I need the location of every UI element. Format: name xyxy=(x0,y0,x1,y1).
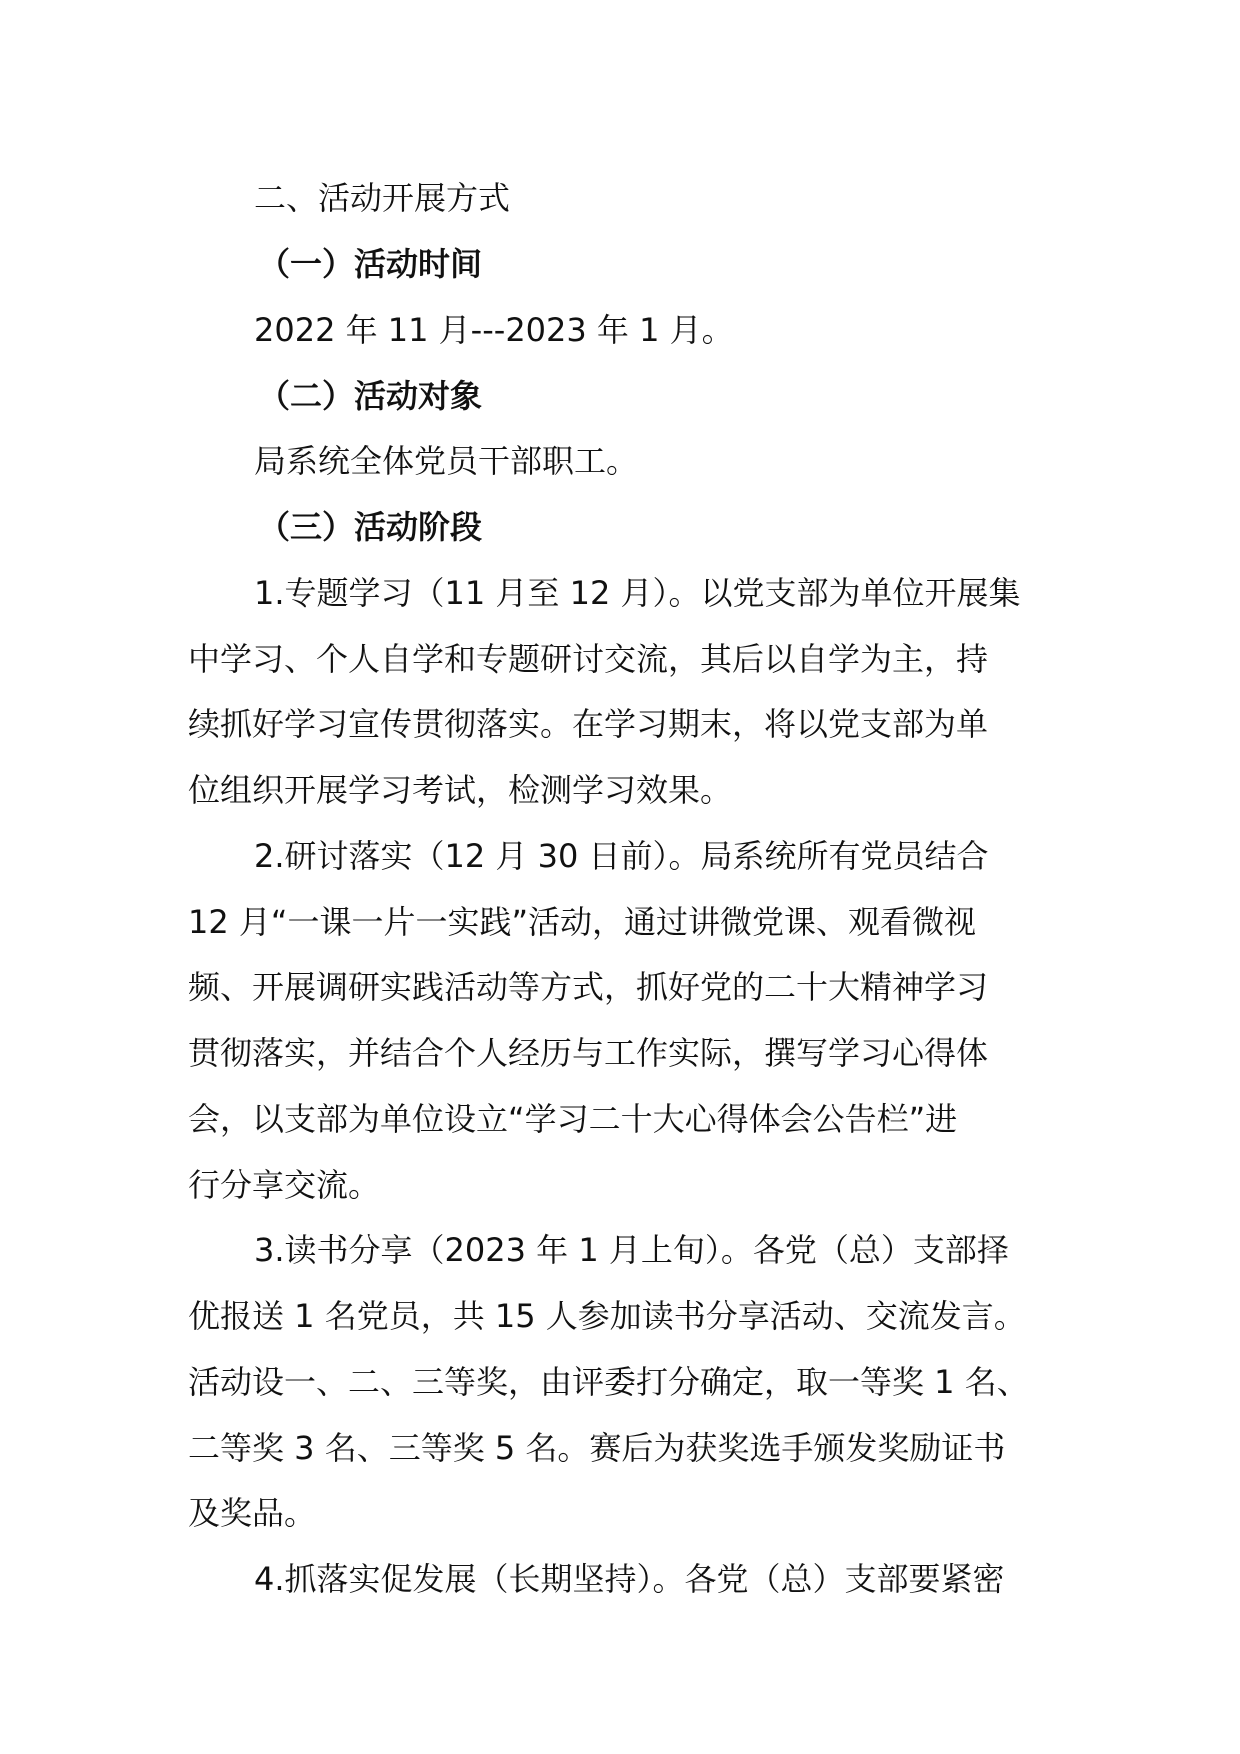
stage2-line: 12 月“一课一片一实践”活动，通过讲微党课、观看微视 xyxy=(188,903,977,941)
section-title: 二、活动开展方式 xyxy=(254,179,511,217)
stage3-line: 3.读书分享（2023 年 1 月上旬）。各党（总）支部择 xyxy=(254,1231,1009,1269)
stage4-line: 4.抓落实促发展（长期坚持）。各党（总）支部要紧密 xyxy=(254,1560,1005,1598)
stage1-line: 位组织开展学习考试，检测学习效果。 xyxy=(188,771,733,809)
stage2-line: 2.研讨落实（12 月 30 日前）。局系统所有党员结合 xyxy=(254,837,989,875)
stage3-line: 优报送 1 名党员，共 15 人参加读书分享活动、交流发言。 xyxy=(188,1297,1026,1335)
activity-time-text: 2022 年 11 月---2023 年 1 月。 xyxy=(254,311,734,349)
subsection-heading-target: （二）活动对象 xyxy=(258,377,483,415)
stage2-line: 行分享交流。 xyxy=(188,1166,381,1204)
stage1-line: 续抓好学习宣传贯彻落实。在学习期末，将以党支部为单 xyxy=(188,705,989,743)
subsection-heading-time: （一）活动时间 xyxy=(258,245,483,283)
stage2-line: 频、开展调研实践活动等方式，抓好党的二十大精神学习 xyxy=(188,968,989,1006)
activity-target-text: 局系统全体党员干部职工。 xyxy=(254,442,639,480)
stage2-line: 会，以支部为单位设立“学习二十大心得体会公告栏”进 xyxy=(188,1100,958,1138)
stage1-line: 中学习、个人自学和专题研讨交流，其后以自学为主，持 xyxy=(188,640,989,678)
stage3-line: 活动设一、二、三等奖，由评委打分确定，取一等奖 1 名、 xyxy=(188,1363,1029,1401)
stage2-line: 贯彻落实，并结合个人经历与工作实际，撰写学习心得体 xyxy=(188,1034,989,1072)
stage3-line: 及奖品。 xyxy=(188,1494,317,1532)
stage3-line: 二等奖 3 名、三等奖 5 名。赛后为获奖选手颁发奖励证书 xyxy=(188,1429,1006,1467)
subsection-heading-stages: （三）活动阶段 xyxy=(258,508,483,546)
stage1-line: 1.专题学习（11 月至 12 月）。以党支部为单位开展集 xyxy=(254,574,1021,612)
